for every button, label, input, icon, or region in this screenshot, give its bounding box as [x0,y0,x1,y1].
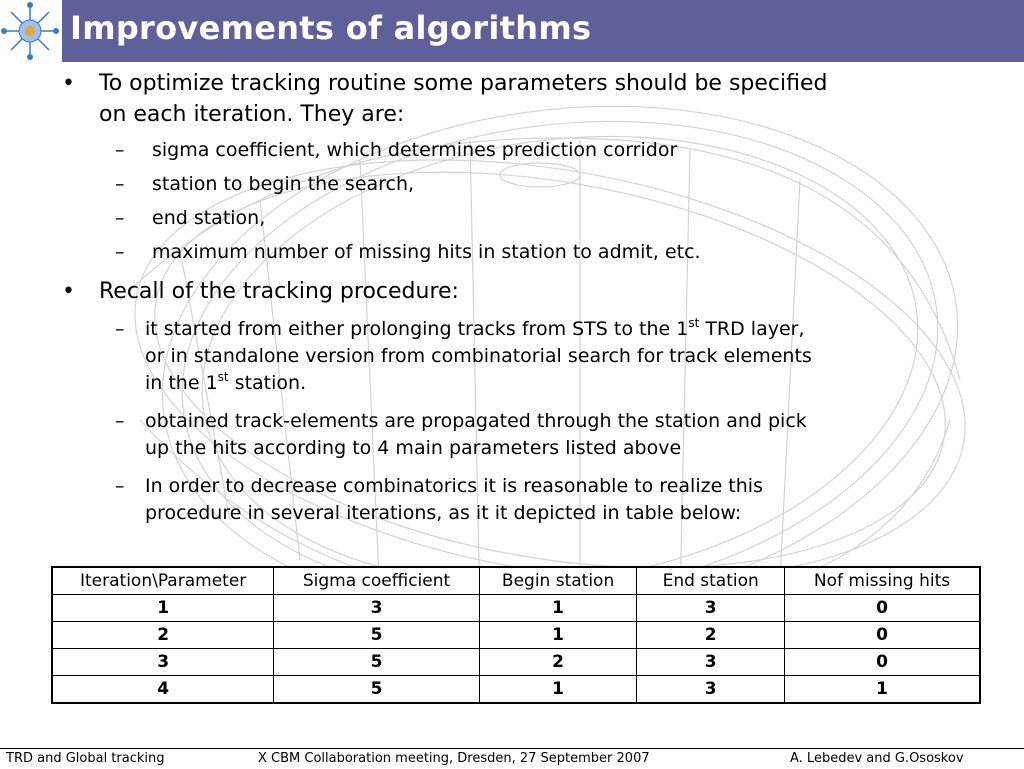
sub-item-line: in the 1st station. [145,369,307,394]
dash-marker: – [115,318,125,340]
table-row [52,649,980,676]
table-cell: 2 [479,649,637,676]
bullet-marker: • [62,71,75,96]
table-cell: 3 [52,649,274,676]
sub-item-line: up the hits according to 4 main parameters listed above [145,437,682,459]
sub-item-end-station: end station, [152,207,266,229]
table-cell: 5 [274,622,480,649]
table-cell: 5 [274,676,480,704]
header-begin-station: Begin station [479,567,637,595]
table-cell: 1 [785,676,981,704]
header-sigma: Sigma coefficient [274,567,480,595]
sub-item-sigma: sigma coefficient, which determines prediction corridor [152,139,678,161]
footer-left: TRD and Global tracking [6,751,165,766]
table-cell: 0 [785,595,981,622]
sub-item-tracking-start [145,316,812,397]
dash-marker: – [115,207,125,229]
table-cell: 2 [52,622,274,649]
bullet-1-line-2: on each iteration. They are: [99,102,405,127]
dash-marker: – [115,475,125,497]
sub-item-begin-station: station to begin the search, [152,173,415,195]
table-cell: 2 [637,622,785,649]
table-header-row [52,567,980,595]
dash-marker: – [115,410,125,432]
table-cell: 1 [52,595,274,622]
header-end-station: End station [637,567,785,595]
slide-footer [0,748,1024,769]
table-cell: 0 [785,622,981,649]
table-row [52,622,980,649]
header-missing-hits: Nof missing hits [785,567,981,595]
sub-item-line: obtained track-elements are propagated through the station and pick [145,410,807,432]
table-row [52,595,980,622]
table-cell: 3 [274,595,480,622]
sub-item-line: or in standalone version from combinatorial search for track elements [145,345,812,367]
header-iteration: Iteration\Parameter [52,567,274,595]
sub-item-line: In order to decrease combinatorics it is reasonable to realize this [145,475,763,497]
iteration-parameter-table [51,566,981,704]
table-cell: 4 [52,676,274,704]
sub-item-iterations [145,473,763,527]
table-cell: 3 [637,676,785,704]
bullet-1-line-1: To optimize tracking routine some parameters should be specified [99,71,828,96]
footer-right: A. Lebedev and G.Ososkov [790,751,964,766]
sub-item-propagation [145,408,807,462]
table-cell: 1 [479,595,637,622]
dash-marker: – [115,173,125,195]
sub-item-missing-hits: maximum number of missing hits in station to admit, etc. [152,241,701,263]
bullet-1-text [99,68,969,130]
table-cell: 1 [479,676,637,704]
table-cell: 5 [274,649,480,676]
table-cell: 3 [637,649,785,676]
table-cell: 1 [479,622,637,649]
dash-marker: – [115,241,125,263]
page-title: Improvements of algorithms [70,9,592,47]
dash-marker: – [115,139,125,161]
sub-item-line: it started from either prolonging tracks from STS to the 1st TRD layer, [145,315,805,340]
bullet-marker: • [62,279,75,304]
footer-center: X CBM Collaboration meeting, Dresden, 27 September 2007 [258,751,650,766]
table-cell: 0 [785,649,981,676]
table-cell: 3 [637,595,785,622]
bullet-2-text: Recall of the tracking procedure: [99,279,459,304]
sub-item-line: procedure in several iterations, as it it depicted in table below: [145,502,742,524]
table-row [52,676,980,704]
